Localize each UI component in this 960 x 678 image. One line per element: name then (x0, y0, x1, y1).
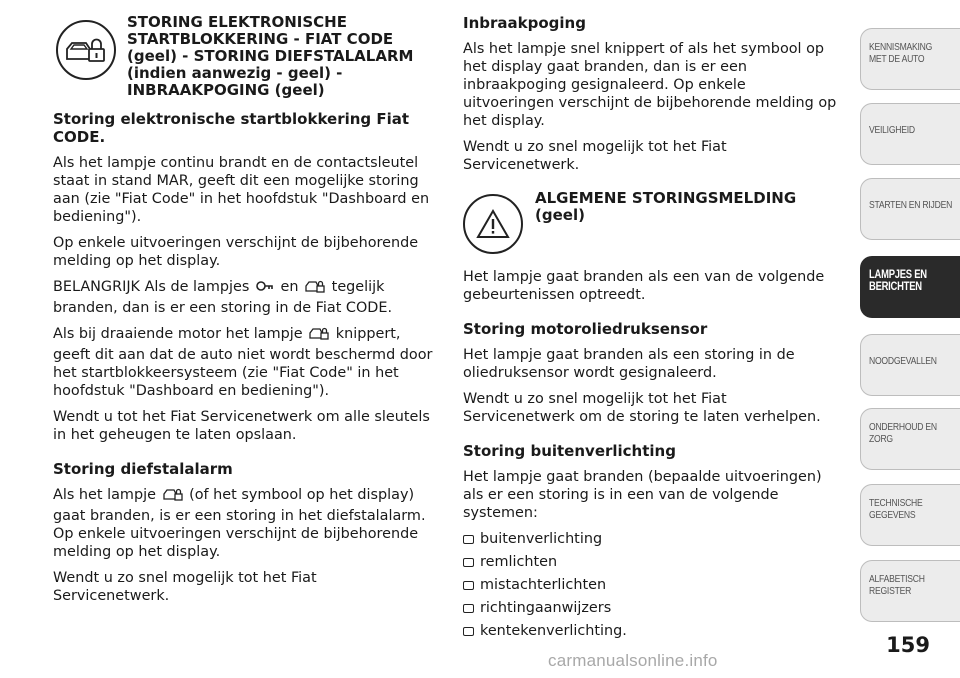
car-lock-icon (56, 20, 116, 80)
list-item: mistachterlichten (463, 576, 838, 594)
paragraph (53, 486, 435, 561)
tab-alfabetisch-register[interactable]: ALFABETISCH REGISTER (860, 560, 960, 622)
car-lock-icon (163, 486, 183, 507)
paragraph: Als het lampje continu brandt en de contactsleutel staat in stand MAR, geeft dit een mogelijke storing aan (zie "Fiat Code" in het hoofdstuk "Dashboard en bediening"). (53, 155, 430, 225)
paragraph: Het lampje gaat branden als een storing in de oliedruksensor wordt gesignaleerd. (463, 347, 795, 381)
tab-noodgevallen[interactable]: NOODGEVALLEN (860, 334, 960, 396)
list-item: kentekenverlichting. (463, 622, 838, 640)
text: en (280, 279, 299, 295)
paragraph: Het lampje gaat branden als een van de volgende gebeurtenissen optreedt. (463, 269, 825, 303)
left-column (53, 14, 435, 613)
text: BELANGRIJK Als de lampjes (53, 279, 250, 295)
checkbox-bullet-icon (463, 535, 474, 544)
right-column (463, 14, 838, 645)
paragraph: Op enkele uitvoeringen verschijnt de bijbehorende melding op het display. (53, 235, 419, 269)
tab-onderhoud-en-zorg[interactable]: ONDERHOUD EN ZORG (860, 408, 960, 470)
key-icon (256, 278, 274, 299)
section-title: STORING ELEKTRONISCHE STARTBLOKKERING - FIAT CODE (geel) - STORING DIEFSTALALARM (indien aanwezig - geel) - INBRAAKPOGING (geel) (127, 13, 414, 99)
paragraph: Het lampje gaat branden (bepaalde uitvoeringen) als er een storing is in een van de volgende systemen: (463, 469, 822, 521)
page-number: 159 (886, 633, 930, 657)
paragraph: Wendt u zo snel mogelijk tot het Fiat Servicenetwerk om de storing te laten verhelpen. (463, 391, 821, 425)
checkbox-bullet-icon (463, 581, 474, 590)
watermark: carmanualsonline.info (548, 651, 718, 670)
tab-lampjes-en-berichten[interactable]: LAMPJES EN BERICHTEN (860, 256, 960, 318)
heading-inbraakpoging: Inbraakpoging (463, 14, 586, 32)
paragraph-belangrijk (53, 278, 435, 317)
car-lock-icon (309, 325, 329, 346)
paragraph (53, 325, 435, 400)
heading-diefstalalarm: Storing diefstalalarm (53, 460, 233, 478)
section-header-startblokkering (53, 14, 435, 104)
list-item: richtingaanwijzers (463, 599, 838, 617)
heading-motoroliedruksensor: Storing motoroliedruksensor (463, 320, 708, 338)
heading-startblokkering: Storing elektronische startblokkering Fiat CODE. (53, 110, 410, 146)
text: tegelijk branden, dan is er een storing in de Fiat CODE. (53, 279, 393, 316)
text: Als het lampje (53, 487, 156, 503)
text: knippert, geeft dit aan dat de auto niet wordt beschermd door het startblokkeersysteem (zie "Fiat Code" in het hoofdstuk "Dashboard en bediening"). (53, 326, 433, 399)
car-lock-icon (305, 278, 325, 299)
paragraph: Als het lampje snel knippert of als het symbool op het display gaat branden, dan is er een inbraakpoging gesignaleerd. Op enkele uitvoeringen verschijnt de bijbehorende melding op het display. (463, 41, 837, 129)
paragraph: Wendt u zo snel mogelijk tot het Fiat Servicenetwerk. (53, 570, 317, 604)
warning-triangle-icon (463, 194, 523, 254)
tab-starten-en-rijden[interactable]: STARTEN EN RIJDEN (860, 178, 960, 240)
tab-kennismaking[interactable]: KENNISMAKING MET DE AUTO (860, 28, 960, 90)
paragraph: Wendt u tot het Fiat Servicenetwerk om alle sleutels in het geheugen te laten opslaan. (53, 409, 430, 443)
checkbox-bullet-icon (463, 558, 474, 567)
list-item: remlichten (463, 553, 838, 571)
paragraph: Wendt u zo snel mogelijk tot het Fiat Servicenetwerk. (463, 139, 727, 173)
checkbox-bullet-icon (463, 604, 474, 613)
heading-buitenverlichting: Storing buitenverlichting (463, 442, 676, 460)
checkbox-bullet-icon (463, 627, 474, 636)
section-header-storingsmelding (463, 190, 838, 262)
chapter-tabs (860, 0, 960, 678)
tab-veiligheid[interactable]: VEILIGHEID (860, 103, 960, 165)
list-item: buitenverlichting (463, 530, 838, 548)
text: (of het symbool op het display) gaat branden, is er een storing in het diefstalalarm. Op enkele uitvoeringen verschijnt de bijbehorende melding op het display. (53, 487, 426, 560)
tab-technische-gegevens[interactable]: TECHNISCHE GEGEVENS (860, 484, 960, 546)
section-title: ALGEMENE STORINGSMELDING (geel) (535, 189, 797, 224)
text: Als bij draaiende motor het lampje (53, 326, 303, 342)
